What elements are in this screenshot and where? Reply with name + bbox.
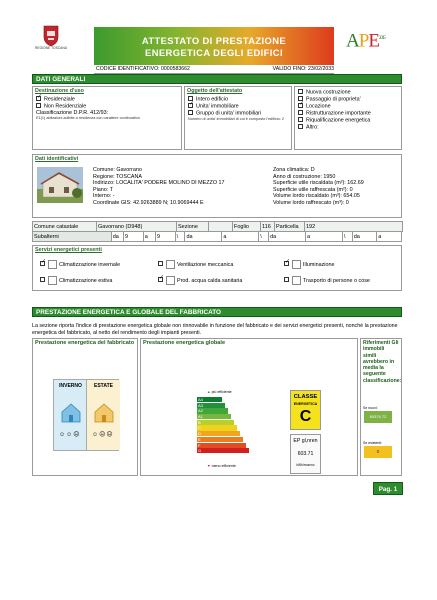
oggetto-note: Numero di unita' immobiliari di cui è composto l'edificio: 2 — [188, 116, 284, 121]
classe-badge — [290, 390, 321, 430]
validity-date: VALIDO FINO: 23/02/2033 — [272, 66, 334, 72]
class-bar-d: D — [197, 431, 240, 436]
ape-sub: 2015 — [378, 36, 385, 41]
acqua-calda-checkbox[interactable] — [158, 277, 163, 282]
cell: da — [111, 232, 123, 242]
unita-immobiliare-checkbox[interactable] — [188, 103, 193, 108]
locazione-checkbox[interactable] — [298, 103, 303, 108]
globale-title: Prestazione energetica globale — [143, 340, 226, 346]
ristrutturazione-checkbox[interactable] — [298, 110, 303, 115]
trasporto-checkbox[interactable] — [284, 277, 289, 282]
cell: Gavorrano (D948) — [97, 222, 177, 232]
anno-costruzione: Anno di costruzione: 1950 — [273, 173, 336, 180]
ep-unit: kWh/m²anno — [296, 463, 315, 467]
classificazione-note: E1(1) abitazioni adibite a residenza con carattere continuativo — [36, 116, 140, 120]
destinazione-item-non-residenziale[interactable]: Non Residenziale — [36, 103, 181, 110]
smiley-icon-row-summer: ☺☹☹ — [92, 432, 114, 438]
volume-raffrescato: Volume lordo raffrescato (m³): 0 — [273, 199, 349, 206]
identificativi-left-list — [93, 167, 225, 206]
page-number: Pag. 1 — [373, 482, 403, 495]
energetica-label: ENERGETICA — [293, 401, 318, 406]
destinazione-item-residenziale[interactable]: ✓Residenziale — [36, 96, 181, 103]
class-bar-f: F — [197, 443, 246, 448]
clim-invernale-checkbox[interactable] — [40, 261, 45, 266]
water-heater-icon — [166, 276, 175, 285]
regione-toscana-logo — [35, 25, 67, 61]
superficie-raffrescata: Superficie utile raffrescata (m²): 0 — [273, 186, 353, 193]
identificativi-right-list — [273, 167, 364, 206]
radiator-icon — [48, 260, 57, 269]
cell: Foglio — [233, 222, 261, 232]
non-residenziale-checkbox[interactable] — [36, 103, 41, 108]
motivo-item[interactable]: Altro: — [298, 124, 401, 131]
regione: Regione: TOSCANA — [93, 173, 142, 180]
clim-estiva-checkbox[interactable] — [40, 277, 45, 282]
cell: a — [305, 232, 342, 242]
motivo-item[interactable]: ✓Locazione — [298, 103, 401, 110]
volume-riscaldato: Volume lordo riscaldato (m³): 654.05 — [273, 193, 360, 199]
residenziale-checkbox[interactable] — [36, 96, 41, 101]
esistenti-value: 0 — [364, 446, 392, 458]
season-panel — [53, 379, 119, 451]
class-bar-g: G — [197, 448, 249, 453]
regione-shield-icon — [43, 25, 59, 47]
motivo-item[interactable]: Riqualificazione energetica — [298, 117, 401, 124]
cell: \ — [259, 232, 269, 242]
snowflake-icon — [48, 276, 57, 285]
meno-efficiente-label: ▼ meno efficiente — [207, 464, 236, 468]
cell: da — [352, 232, 377, 242]
cell: a — [377, 232, 402, 242]
building-photo — [37, 167, 83, 203]
comune: Comune: Gavorrano — [93, 167, 142, 173]
cell: Sezione — [177, 222, 209, 232]
piu-efficiente-label: ▲ più efficiente — [207, 390, 232, 394]
code-bar — [94, 65, 334, 74]
oggetto-box — [184, 86, 292, 150]
cell: da — [185, 232, 222, 242]
certificate-page — [22, 12, 412, 588]
superficie-riscaldata: Superficie utile riscaldata (m²): 162.69 — [273, 180, 364, 186]
cell: 192 — [305, 222, 403, 232]
code-identifier: CODICE IDENTIFICATIVO: 0000583662 — [96, 66, 190, 72]
ventilazione-checkbox[interactable] — [158, 261, 163, 266]
catasto-row-1 — [33, 222, 403, 232]
cell: \ — [175, 232, 185, 242]
catasto-table — [32, 221, 402, 242]
ep-label: EP gl,nren — [293, 438, 318, 444]
servizio-ventilazione[interactable]: Ventilazione meccanica — [158, 260, 233, 269]
smiley-icon-row-winter: ☺☺☹ — [59, 432, 81, 438]
motivo-item[interactable]: Passaggio di proprieta' — [298, 96, 401, 103]
classe-value: C — [299, 408, 312, 425]
cell: Comune catastale — [33, 222, 97, 232]
cell: a — [222, 232, 259, 242]
nuova-costruzione-checkbox[interactable] — [298, 89, 303, 94]
motivo-item[interactable]: Ristrutturazione importante — [298, 110, 401, 117]
title-banner — [94, 27, 334, 65]
cell: da — [269, 232, 306, 242]
class-bar-a4: A4 — [197, 397, 222, 402]
gruppo-unita-checkbox[interactable] — [188, 110, 193, 115]
servizi-box — [32, 245, 402, 291]
ep-value: 603.71 — [297, 450, 314, 457]
estate-label: ESTATE — [94, 383, 113, 389]
title-line1: ATTESTATO DI PRESTAZIONE — [141, 35, 287, 46]
piano: Piano: T — [93, 186, 113, 193]
altro-checkbox[interactable] — [298, 124, 303, 129]
destinazione-box — [32, 86, 182, 150]
class-bar-a1: A1 — [197, 414, 231, 419]
energy-scale — [197, 397, 249, 454]
fabbricato-title: Prestazione energetica del fabbricato — [35, 340, 135, 346]
class-bar-e: E — [197, 437, 243, 442]
classificazione-label: Classificazione D.P.R. 412/93: — [36, 109, 109, 116]
servizio-climatizzazione-invernale[interactable]: ✓Climatizzazione invernale — [40, 260, 120, 269]
destinazione-title: Destinazione d'uso — [35, 88, 84, 94]
title-line2: ENERGETICA DEGLI EDIFICI — [145, 47, 283, 58]
class-bar-a3: A3 — [197, 403, 225, 408]
servizio-illuminazione[interactable]: ✓ Illuminazione — [284, 260, 334, 269]
oggetto-item-intero[interactable]: Intero edificio — [188, 96, 291, 103]
identificativi-box — [32, 154, 402, 218]
ape-logo: $APE^{2015}$ — [346, 30, 385, 52]
cell: 9 — [124, 232, 144, 242]
cell: \ — [342, 232, 352, 242]
fabbricato-box — [32, 338, 138, 476]
oggetto-item-unita[interactable]: ✓Unita' immobiliare — [188, 103, 291, 110]
esistenti-label: Se esistenti: — [363, 441, 383, 445]
globale-box — [140, 338, 358, 476]
riqualificazione-checkbox[interactable] — [298, 117, 303, 122]
motivo-item[interactable]: Nuova costruzione — [298, 89, 401, 96]
catasto-row-2 — [33, 232, 402, 242]
prestazione-intro: La sezione riporta l'indice di prestazione energetica globale non rinnovabile in funzione del fabbricato e dei servizi energetici presenti, nonché la prestazione energetica del fabbricato, al netto del rendimento degli impianti presenti. — [32, 323, 398, 336]
lightbulb-icon — [292, 260, 301, 269]
oggetto-item-gruppo[interactable]: Gruppo di unita' immobiliari — [188, 110, 291, 117]
cell: Subalterni — [33, 232, 112, 242]
riferimenti-box — [360, 338, 402, 476]
coordinate-gis: Coordinate GIS: 42.9263889 N; 10.9069444 E — [93, 199, 204, 206]
fan-icon — [166, 260, 175, 269]
header — [32, 17, 402, 73]
class-bar-c: C — [197, 425, 237, 430]
servizio-acqua-calda[interactable]: ✓ Prod. acqua calda sanitaria — [158, 276, 242, 285]
servizio-trasporto[interactable]: Trasporto di persone o cose — [284, 276, 370, 285]
prestazione-header: PRESTAZIONE ENERGETICA E GLOBALE DEL FABBRICATO — [32, 307, 402, 317]
riferimenti-title: Riferimenti Gli immobili simili avrebbero in media la seguente classificazione: — [363, 340, 402, 384]
classe-label: CLASSE — [293, 394, 318, 400]
cell: a — [143, 232, 155, 242]
indirizzo: Indirizzo: LOCALITA' PODERE MOLINO DI MEZZO 17 — [93, 180, 225, 186]
inverno-label: INVERNO — [59, 383, 82, 389]
class-bar-b: B — [197, 420, 234, 425]
identificativi-title: Dati identificativi — [35, 156, 79, 162]
cell: Particella — [275, 222, 305, 232]
class-bar-a2: A2 — [197, 408, 228, 413]
servizio-climatizzazione-estiva[interactable]: Climatizzazione estiva — [40, 276, 112, 285]
servizi-title: Servizi energetici presenti — [35, 247, 102, 253]
ep-box — [290, 434, 321, 474]
cell — [209, 222, 233, 232]
interno: Interno: - — [93, 193, 115, 199]
zona-climatica: Zona climatica: D — [273, 167, 315, 173]
oggetto-title: Oggetto dell'attestato — [187, 88, 243, 94]
nuovi-label: Se nuovi: — [363, 406, 378, 410]
dati-generali-header: DATI GENERALI — [32, 74, 402, 84]
cell: 9 — [155, 232, 175, 242]
cell: 116 — [261, 222, 275, 232]
elevator-icon — [292, 276, 301, 285]
house-summer-icon — [93, 402, 115, 424]
house-winter-icon — [60, 402, 82, 424]
nuovi-value: 60374.72 — [364, 411, 392, 423]
region-label: REGIONE TOSCANA — [35, 46, 67, 50]
motivo-box — [294, 86, 402, 150]
illuminazione-checkbox[interactable] — [284, 261, 289, 266]
